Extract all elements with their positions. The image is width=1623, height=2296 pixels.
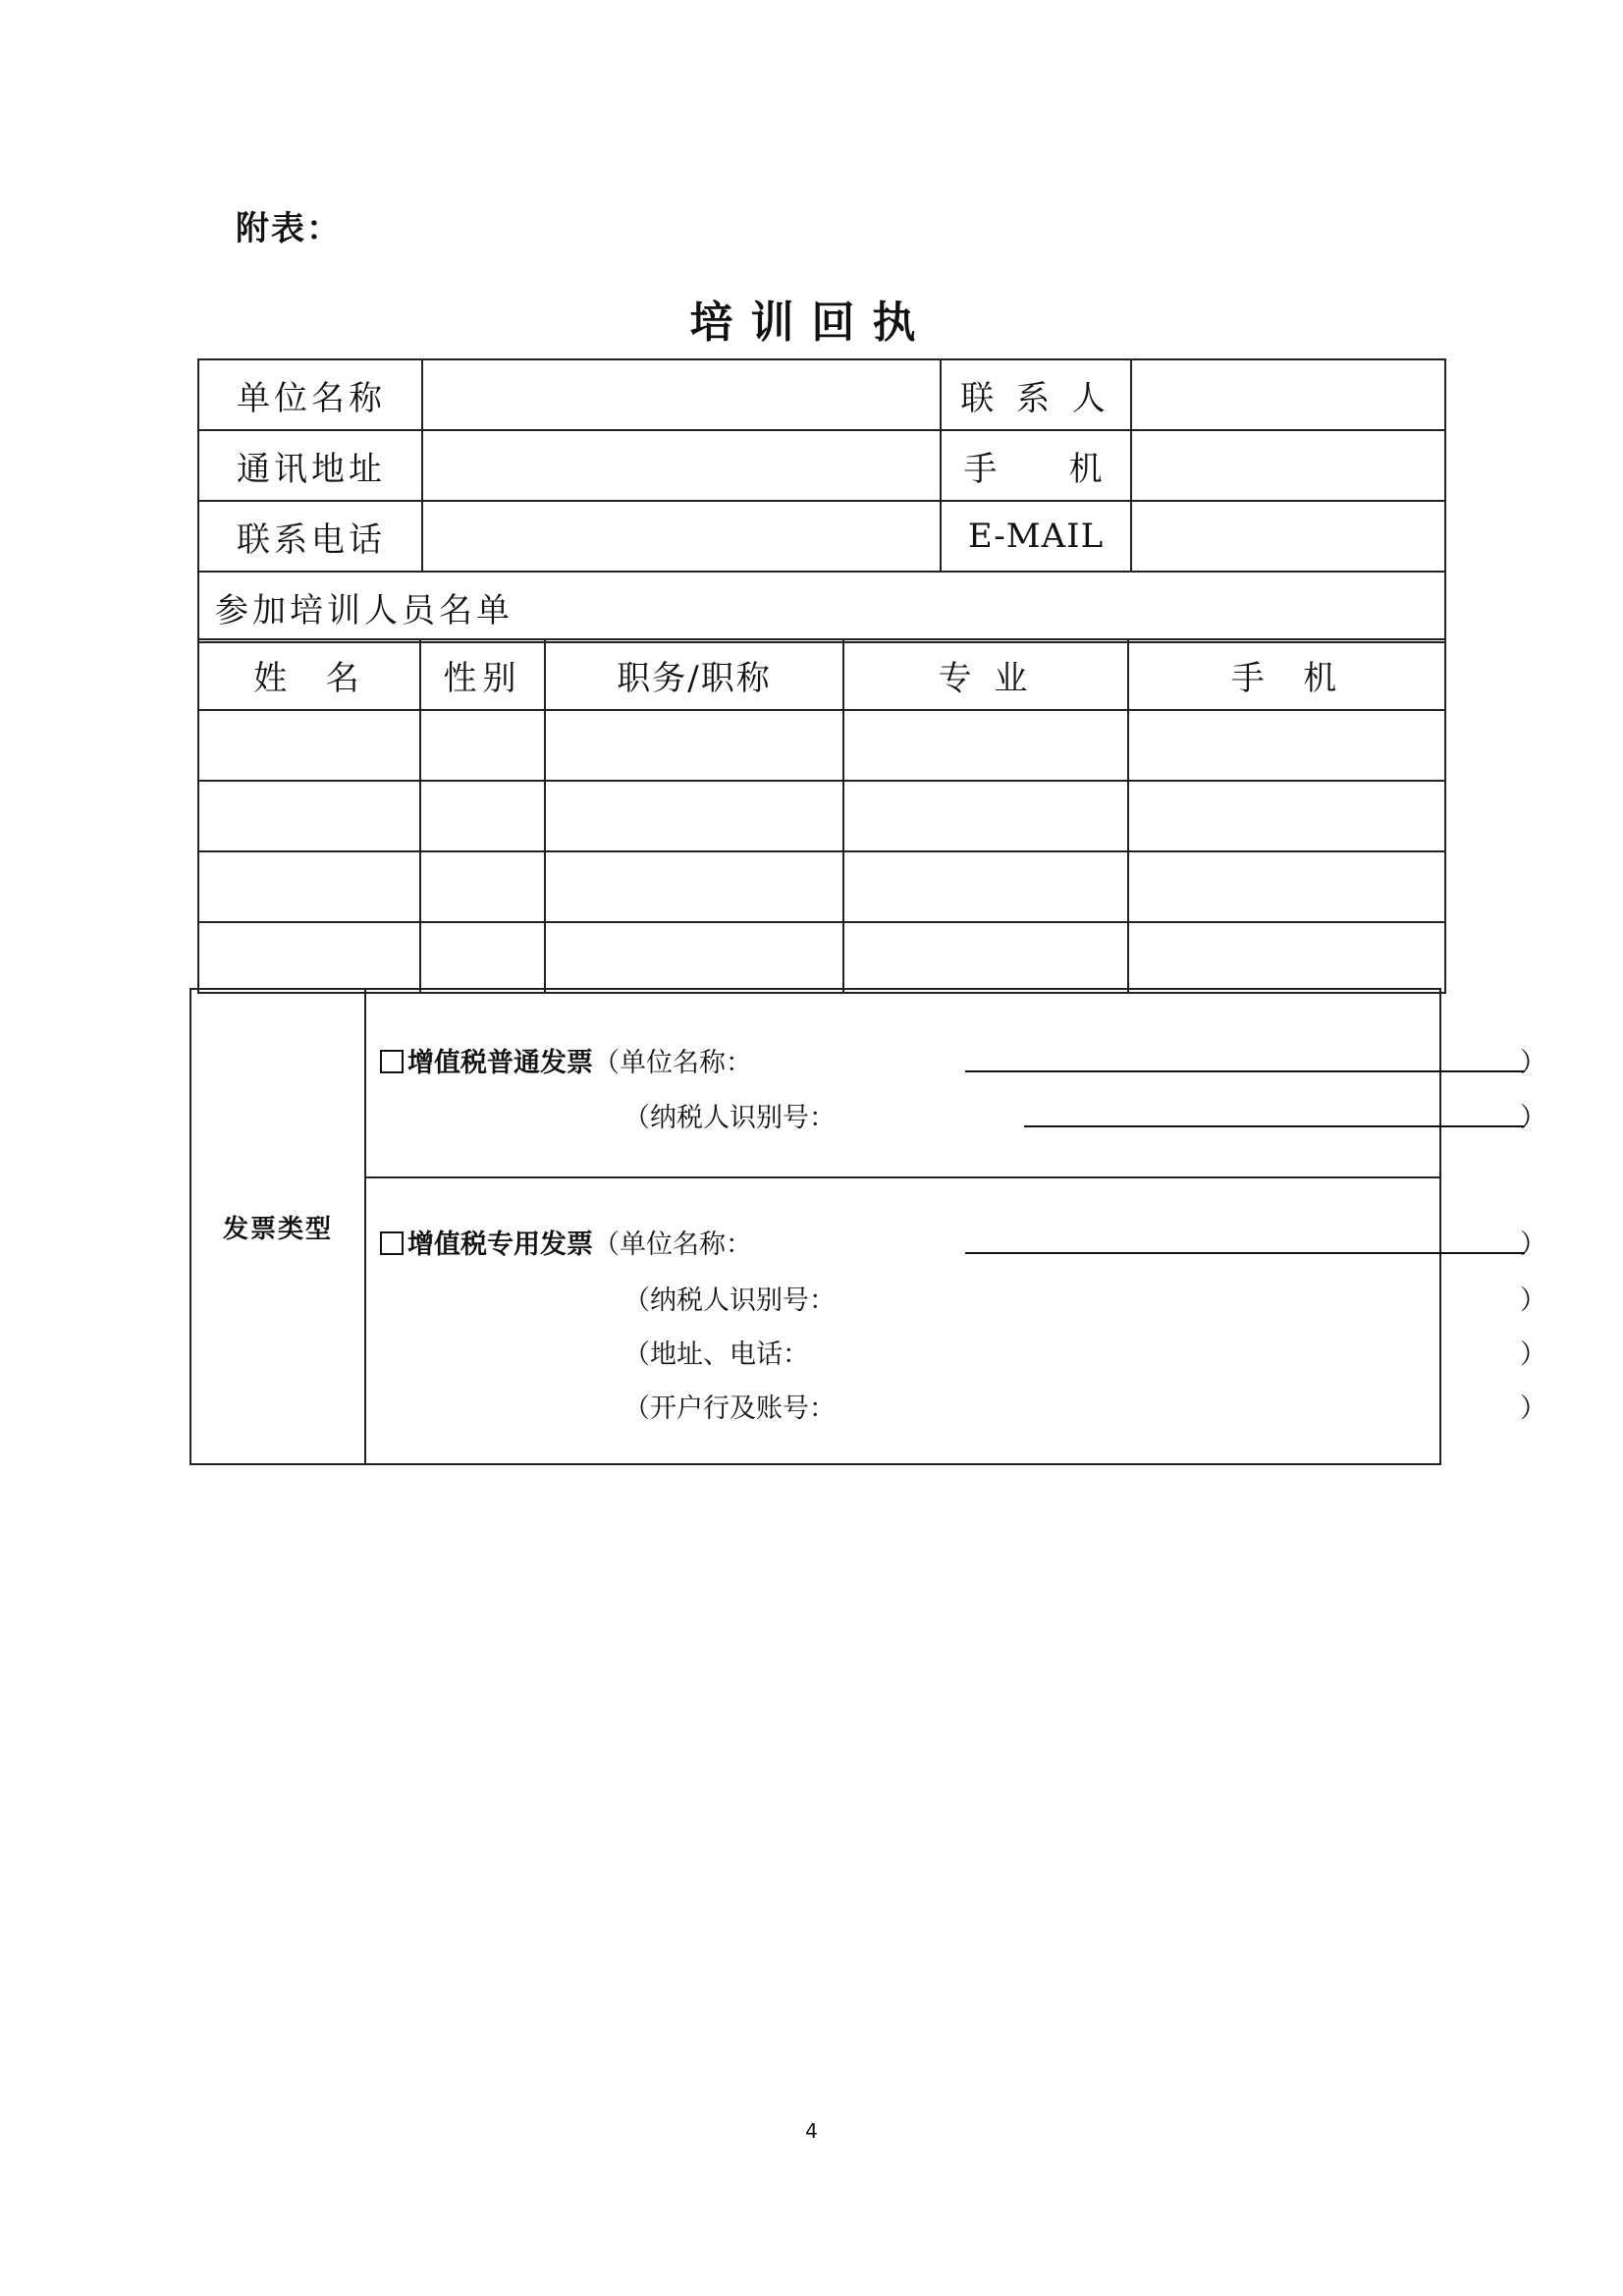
taxpayer-id-input-line[interactable] <box>1024 1100 1525 1127</box>
title-cell[interactable] <box>545 922 843 993</box>
field-label: （开户行及账号： <box>623 1394 836 1424</box>
checkbox-icon[interactable] <box>380 1231 404 1255</box>
close-paren: ） <box>1520 1103 1546 1133</box>
gender-cell[interactable] <box>420 922 545 993</box>
field-label: （单位名称： <box>593 1048 752 1078</box>
column-header-title: 职务/职称 <box>545 639 843 710</box>
close-paren: ） <box>1520 1230 1546 1260</box>
invoice-table <box>189 988 1546 1465</box>
mobile-field[interactable] <box>1131 430 1445 501</box>
name-cell[interactable] <box>198 781 420 851</box>
major-cell[interactable] <box>843 710 1128 781</box>
mobile-label: 手 机 <box>941 430 1131 501</box>
unit-name-label: 单位名称 <box>198 359 422 430</box>
normal-invoice-option-label: 增值税普通发票 <box>407 1048 593 1078</box>
table-row <box>198 922 1445 993</box>
close-paren: ） <box>1520 1339 1546 1370</box>
gender-cell[interactable] <box>420 710 545 781</box>
name-cell[interactable] <box>198 851 420 922</box>
page-number: 4 <box>805 2119 818 2143</box>
title-cell[interactable] <box>545 781 843 851</box>
contact-person-field[interactable] <box>1131 359 1445 430</box>
attendees-heading: 参加培训人员名单 <box>198 572 1445 642</box>
title-cell[interactable] <box>545 851 843 922</box>
table-row <box>198 851 1445 922</box>
special-invoice-cell <box>365 1177 1546 1464</box>
invoice-type-label: 发票类型 <box>190 989 365 1464</box>
mobile-cell[interactable] <box>1128 922 1445 993</box>
checkbox-icon[interactable] <box>380 1050 404 1073</box>
table-row <box>198 501 1445 572</box>
close-paren: ） <box>1520 1048 1546 1078</box>
mobile-cell[interactable] <box>1128 710 1445 781</box>
unit-name-input-line[interactable] <box>965 1045 1525 1072</box>
unit-name-field[interactable] <box>422 359 941 430</box>
special-invoice-option[interactable] <box>380 1230 593 1260</box>
mobile-cell[interactable] <box>1128 781 1445 851</box>
name-cell[interactable] <box>198 922 420 993</box>
form-title: 培训回执 <box>689 298 934 348</box>
table-row <box>198 710 1445 781</box>
major-cell[interactable] <box>843 851 1128 922</box>
table-row <box>198 572 1445 642</box>
contact-person-label: 联 系 人 <box>941 359 1131 430</box>
table-header-row <box>198 639 1445 710</box>
close-paren: ） <box>1520 1285 1546 1316</box>
email-field[interactable] <box>1131 501 1445 572</box>
field-label: （纳税人识别号： <box>623 1285 836 1316</box>
attendee-table <box>197 638 1446 994</box>
normal-invoice-cell <box>365 989 1546 1177</box>
phone-field[interactable] <box>422 501 941 572</box>
close-paren: ） <box>1520 1394 1546 1424</box>
gender-cell[interactable] <box>420 851 545 922</box>
field-label: （纳税人识别号： <box>623 1103 836 1133</box>
column-header-gender: 性别 <box>420 639 545 710</box>
table-row <box>190 1177 1440 1464</box>
phone-label: 联系电话 <box>198 501 422 572</box>
address-label: 通讯地址 <box>198 430 422 501</box>
field-label: （单位名称： <box>593 1230 752 1260</box>
table-row <box>198 359 1445 430</box>
mobile-cell[interactable] <box>1128 851 1445 922</box>
major-cell[interactable] <box>843 781 1128 851</box>
field-label: （地址、电话： <box>623 1339 809 1370</box>
gender-cell[interactable] <box>420 781 545 851</box>
email-label: E-MAIL <box>941 501 1131 572</box>
address-field[interactable] <box>422 430 941 501</box>
major-cell[interactable] <box>843 922 1128 993</box>
table-row <box>190 989 1440 1177</box>
unit-name-input-line[interactable] <box>965 1227 1525 1254</box>
special-invoice-option-label: 增值税专用发票 <box>407 1230 593 1260</box>
column-header-major: 专 业 <box>843 639 1128 710</box>
contact-info-table <box>197 358 1446 643</box>
column-header-name: 姓 名 <box>198 639 420 710</box>
column-header-mobile: 手 机 <box>1128 639 1445 710</box>
appendix-label: 附表： <box>236 209 342 248</box>
title-cell[interactable] <box>545 710 843 781</box>
normal-invoice-option[interactable] <box>380 1048 593 1078</box>
name-cell[interactable] <box>198 710 420 781</box>
table-row <box>198 781 1445 851</box>
table-row <box>198 430 1445 501</box>
